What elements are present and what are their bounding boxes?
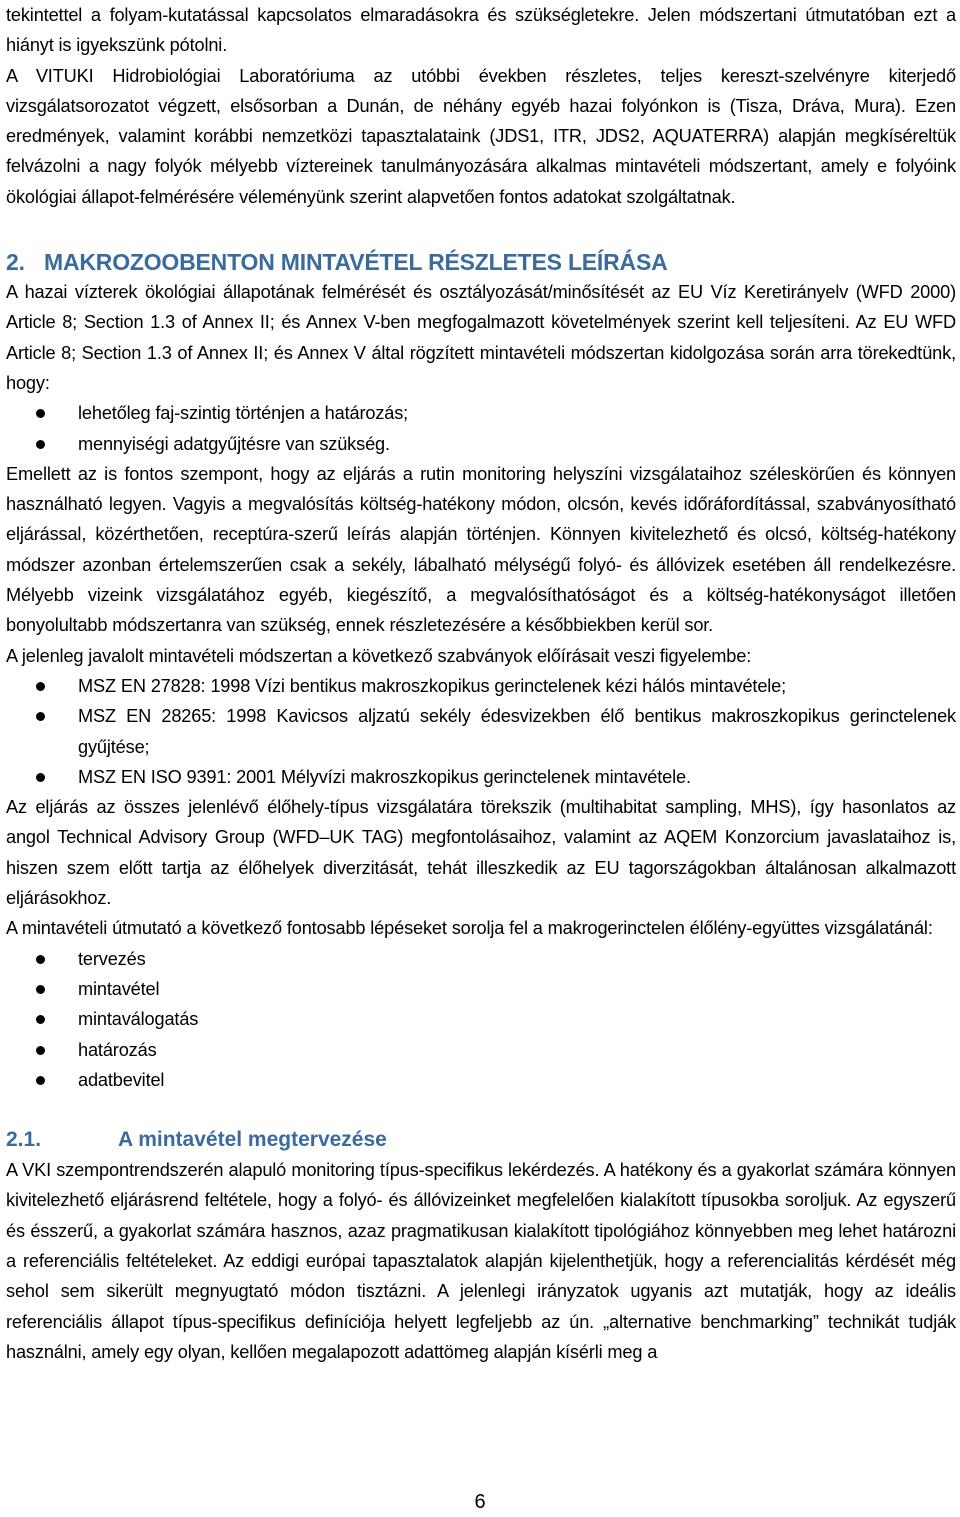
bullet-icon [36, 682, 45, 691]
list-item [6, 701, 956, 762]
section-2-1-heading [6, 1125, 956, 1155]
list-item-text: MSZ EN 27828: 1998 Vízi bentikus makroszkopikus gerinctelenek kézi hálós mintavétele; [78, 675, 787, 696]
section-2-1-paragraph-1: A VKI szempontrendszerén alapuló monitoring típus-specifikus lekérdezés. A hatékony és a gyakorlat számára könnyen kivitelezhető eljárásrend feltétele, hogy a folyó- és állóvizeinket megfelelően kialakított típusokba soroljuk. Az egyszerű és ésszerű, a gyakorlat számára hasznos, azaz pragmatikusan kialakított tipológiához könnyebben meg lehet határozni a referenciális feltételeket. Az eddigi európai tapasztalatok alapján kijelenthetjük, hogy a referencialitás kérdését még sehol sem sikerült megnyugtató módon tisztázni. A jelenlegi irányzatok ugyanis azt mutatják, hogy az ideális referenciális állapot típus-specifikus definíciója helyett legfeljebb az ún. „alternative benchmarking” technikát tudják használni, amely egy olyan, kellően megalapozott adattömeg alapján kísérli meg a [6, 1160, 956, 1362]
list-item-text: mintavétel [78, 978, 160, 999]
bullet-icon [36, 773, 45, 782]
section-2-title: MAKROZOOBENTON MINTAVÉTEL RÉSZLETES LEÍRÁSA [44, 249, 668, 276]
section-2-paragraph-1: A hazai vízterek ökológiai állapotának felmérését és osztályozását/minősítését az EU Víz Keretirányelv (WFD 2000) Article 8; Section 1.3 of Annex II; és Annex V-ben megfogalmazott követelmények szerint kell teljesíteni. Az EU WFD Article 8; Section 1.3 of Annex II; és Annex V által rögzített mintavételi módszertan kidolgozása során arra törekedtünk, hogy: [6, 282, 956, 393]
section-2-paragraph-5: A mintavételi útmutató a következő fontosabb lépéseket sorolja fel a makrogerinctelen élőlény-együttes vizsgálatánál: [6, 918, 933, 939]
list-item-text: adatbevitel [78, 1069, 165, 1090]
section-2-1-title: A mintavétel megtervezése [118, 1128, 387, 1152]
list-item-text: MSZ EN ISO 9391: 2001 Mélyvízi makroszkopikus gerinctelenek mintavétele. [78, 766, 691, 787]
spacer [6, 212, 956, 247]
list-item-text: MSZ EN 28265: 1998 Kavicsos aljzatú sekély édesvizekben élő bentikus makroszkopikus gerinctelenek gyűjtése; [78, 706, 956, 757]
bullet-icon [36, 955, 45, 964]
bullet-icon [36, 712, 45, 721]
list-item [6, 1004, 956, 1034]
bullet-icon [36, 985, 45, 994]
list-item-text: határozás [78, 1039, 157, 1060]
list-item [6, 1035, 956, 1065]
section-2-paragraph-2: Emellett az is fontos szempont, hogy az eljárás a rutin monitoring helyszíni vizsgálataihoz széleskörűen és könnyen használható legyen. Vagyis a megvalósítás költség-hatékony módon, olcsón, kevés időráfordítással, szabványosítható eljárással, közérthetően, receptúra-szerű leírás alapján történjen. Könnyen kivitelezhető és olcsó, költség-hatékony módszer azonban értelemszerűen csak a sekély, lábalható mélységű folyó- és állóvizek esetében áll rendelkezésre. Mélyebb vizeink vizsgálatához egyéb, kiegészítő, a megvalósíthatóságot és a költség-hatékonyságot illetően bonyolultabb módszertanra van szükség, ennek részletezésére a későbbiekben kerül sor. [6, 463, 956, 636]
list-item [6, 1065, 956, 1095]
spacer [6, 1095, 956, 1125]
list-item [6, 429, 956, 459]
list-item-text: lehetőleg faj-szintig történjen a határozás; [78, 403, 409, 424]
section-2-1-number: 2.1. [6, 1128, 42, 1152]
list-item [6, 398, 956, 428]
list-item [6, 762, 956, 792]
bullet-icon [36, 1046, 45, 1055]
page-number: 6 [474, 1491, 486, 1513]
bullet-icon [36, 440, 45, 449]
bullet-icon [36, 1076, 45, 1085]
list-item [6, 944, 956, 974]
list-item [6, 974, 956, 1004]
intro-paragraph-2: A VITUKI Hidrobiológiai Laboratóriuma az utóbbi években részletes, teljes kereszt-szelvényre kiterjedő vizsgálatsorozatot végzett, elsősorban a Dunán, de néhány egyéb hazai folyónkon is (Tisza, Dráva, Mura). Ezen eredmények, valamint korábbi nemzetközi tapasztalataink (JDS1, ITR, JDS2, AQUATERRA) alapján megkíséreltük felvázolni a nagy folyók mélyebb víztereinek tanulmányozására alkalmas mintavételi módszertant, amely e folyóink ökológiai állapot-felmérésére véleményünk szerint alapvetően fontos adatokat szolgáltatnak. [6, 65, 956, 207]
section-2-paragraph-3: A jelenleg javalolt mintavételi módszertan a következő szabványok előírásait veszi figyelembe: [6, 645, 752, 666]
requirements-list [6, 398, 956, 459]
list-item-text: mintaválogatás [78, 1009, 199, 1030]
section-2-number: 2. [6, 249, 25, 276]
bullet-icon [36, 1015, 45, 1024]
bullet-icon [36, 409, 45, 418]
section-2-heading [6, 247, 956, 277]
intro-paragraph-1: tekintettel a folyam-kutatással kapcsolatos elmaradásokra és szükségletekre. Jelen módszertani útmutatóban ezt a hiányt is igyekszünk pótolni. [6, 5, 956, 56]
list-item-text: mennyiségi adatgyűjtésre van szükség. [78, 433, 390, 454]
document-page [6, 0, 956, 1367]
standards-list [6, 671, 956, 792]
section-2-paragraph-4: Az eljárás az összes jelenlévő élőhely-típus vizsgálatára törekszik (multihabitat sampling, MHS), így hasonlatos az angol Technical Advisory Group (WFD–UK TAG) megfontolásaihoz, valamint az AQEM Konzorcium javaslataihoz is, hiszen szem előtt tartja az élőhelyek diverzitását, tehát illeszkedik az EU tagországokban általánosan alkalmazott eljárásokhoz. [6, 797, 956, 909]
list-item [6, 671, 956, 701]
list-item-text: tervezés [78, 948, 146, 969]
steps-list [6, 944, 956, 1095]
